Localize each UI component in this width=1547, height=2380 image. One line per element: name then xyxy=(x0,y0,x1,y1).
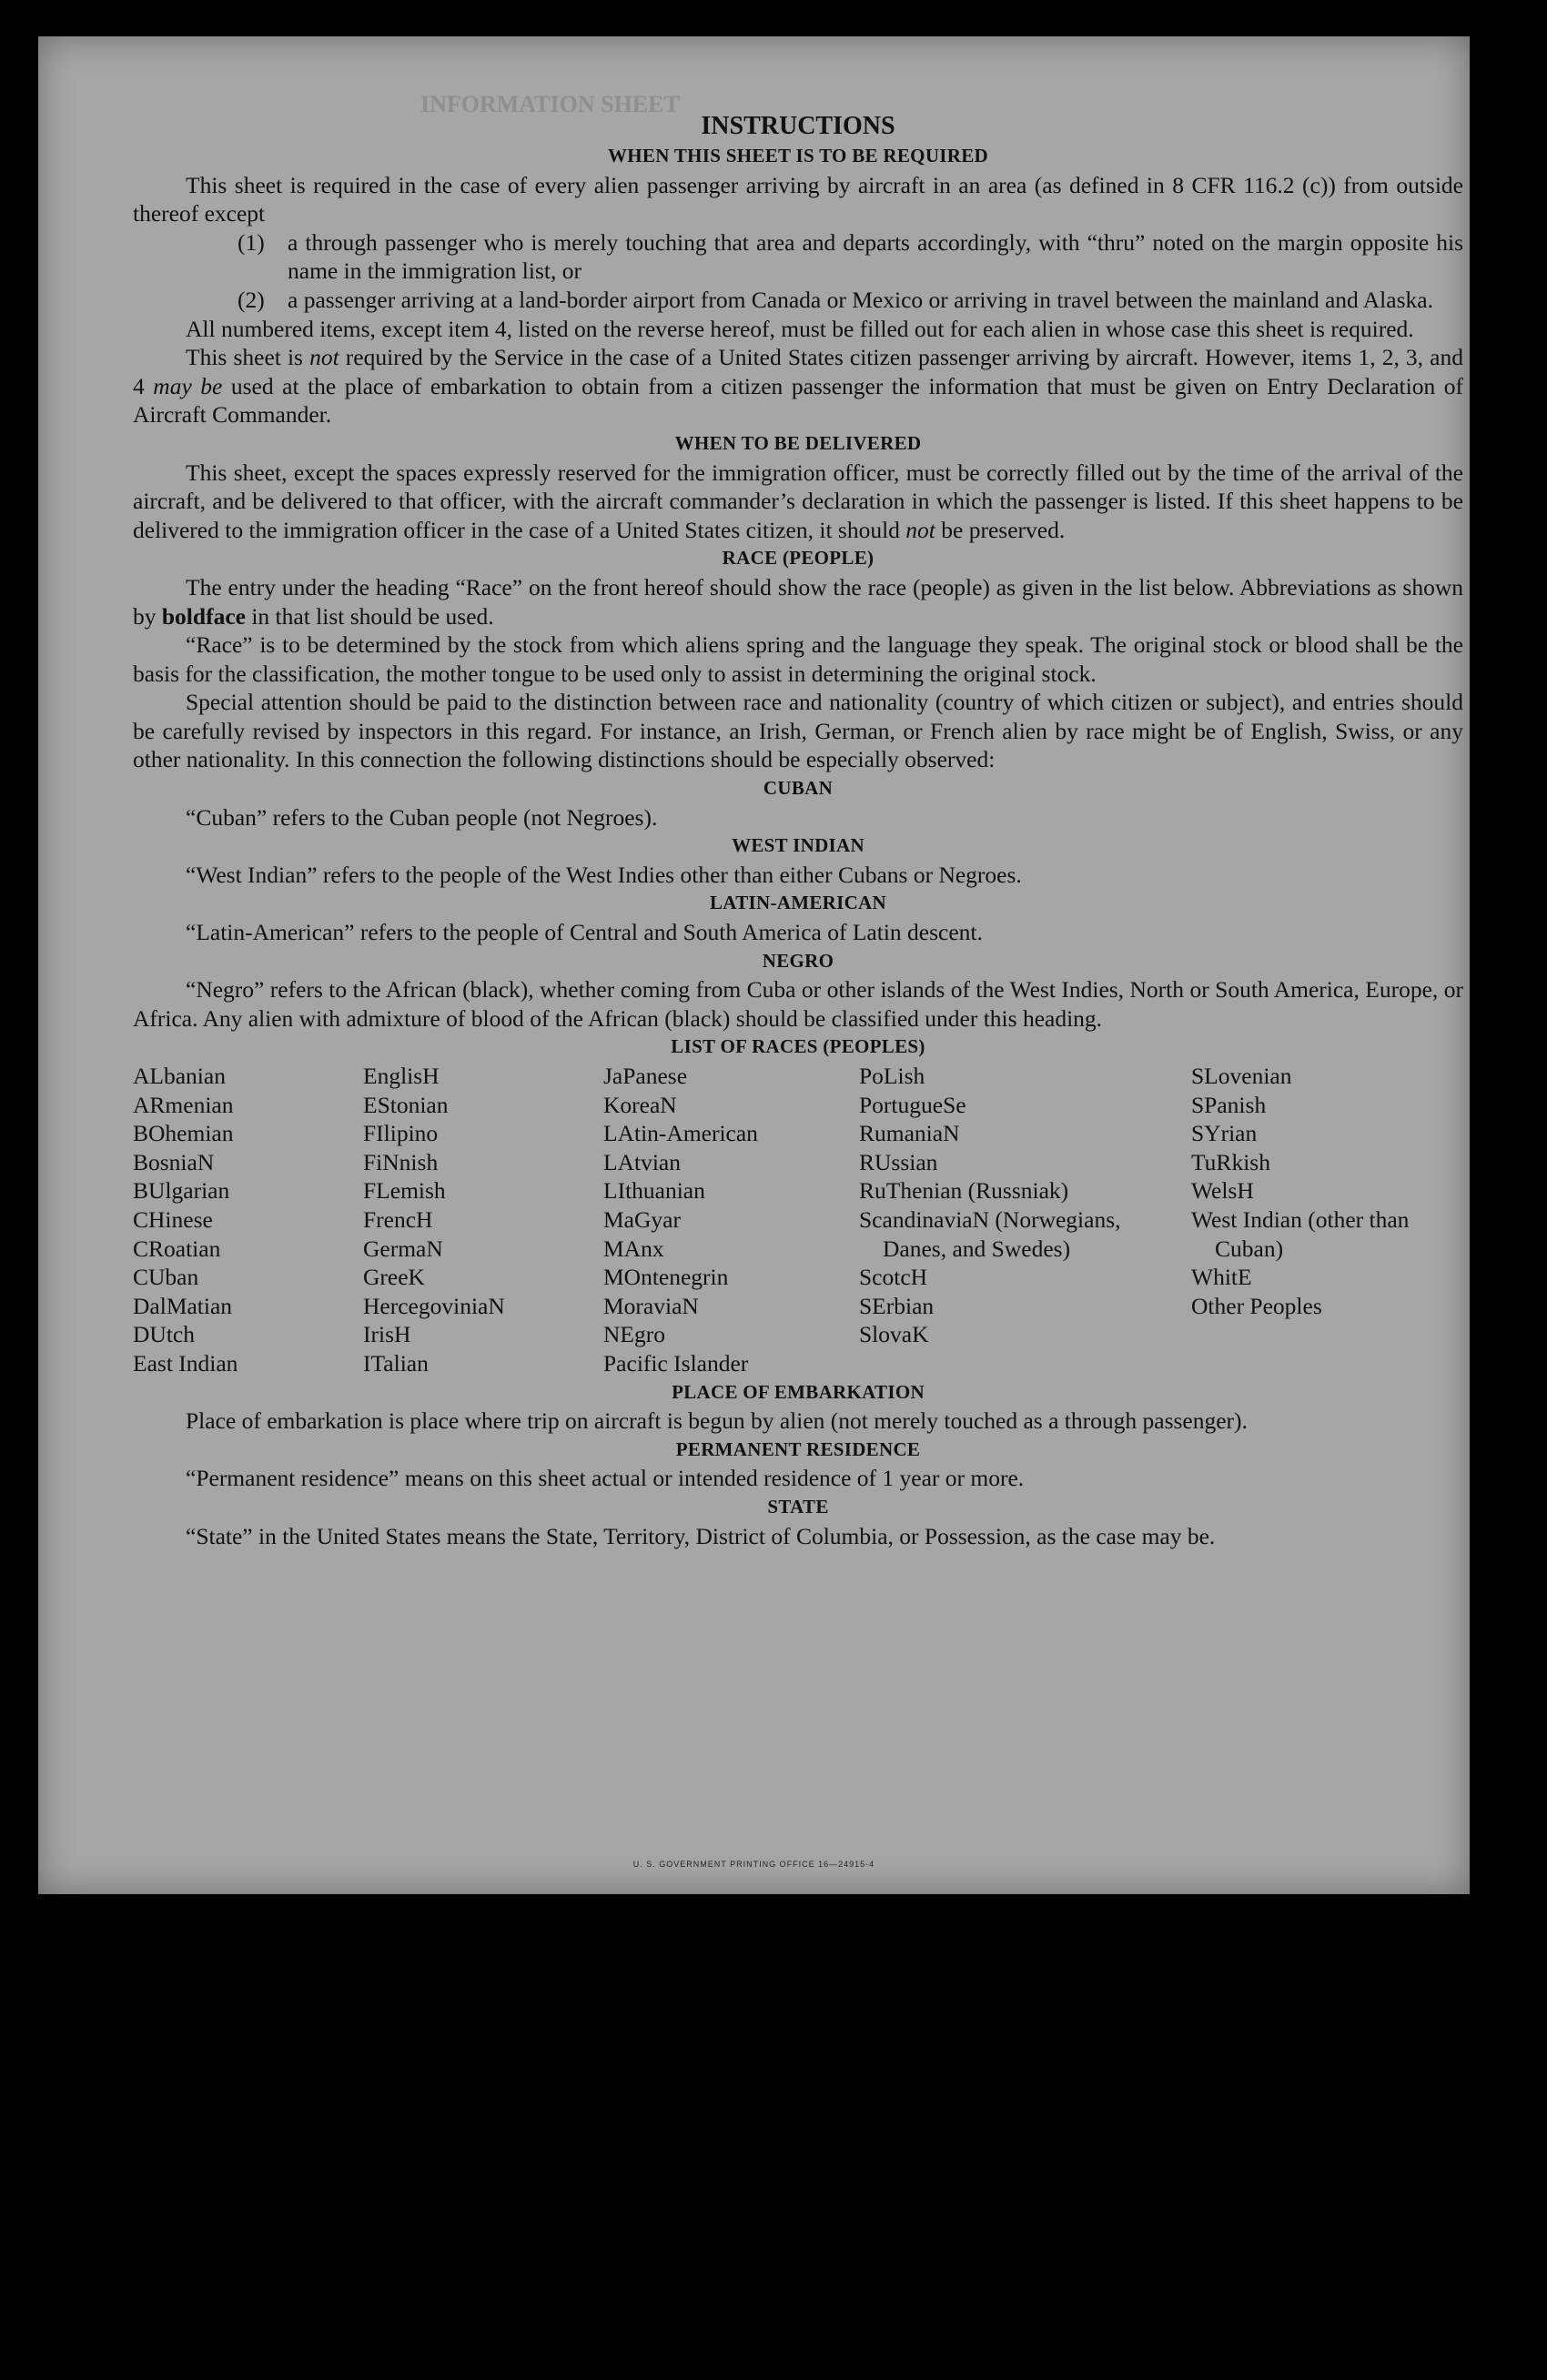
races-column-5 xyxy=(1191,1062,1463,1378)
race-item: MaGyar xyxy=(603,1205,681,1233)
races-column-3 xyxy=(603,1062,859,1378)
heading-west-indian: WEST INDIAN xyxy=(732,834,864,857)
race-paragraph-3: Special attention should be paid to the distinction between race and nationality (country of which citizen or subject), and entries should be carefully revised by inspectors in this regard. For instance, an Irish, German, or French alien by race might be of English, Swiss, or any other nationality. In this connection the following distinctions should be especially observed: xyxy=(133,689,1463,773)
races-column-1 xyxy=(133,1062,363,1378)
race-item: EStonian xyxy=(363,1091,449,1118)
race-paragraph-2: “Race” is to be determined by the stock from which aliens spring and the language they speak. The original stock or blood shall be the basis for the classification, the mother tongue to be used only to assist in determining the original stock. xyxy=(133,631,1463,687)
race-item: BosniaN xyxy=(133,1148,215,1175)
heading-permanent-residence: PERMANENT RESIDENCE xyxy=(675,1437,921,1460)
race-item: West Indian (other than Cuban) xyxy=(1191,1205,1410,1262)
races-column-4 xyxy=(859,1062,1191,1378)
heading-negro: NEGRO xyxy=(762,949,834,972)
exception-text: a passenger arriving at a land-border airport from Canada or Mexico or arriving in travel between the mainland and Alaska. xyxy=(288,286,1433,313)
race-item: DalMatian xyxy=(133,1292,233,1319)
race-item: BUlgarian xyxy=(133,1177,230,1205)
exception-item-2 xyxy=(238,286,1463,315)
races-list xyxy=(133,1062,1463,1378)
instructions-content xyxy=(133,111,1463,1550)
race-item: KoreaN xyxy=(603,1091,677,1118)
race-item: TuRkish xyxy=(1191,1148,1270,1175)
exception-number: (2) xyxy=(238,286,265,313)
race-item: LAtin-American xyxy=(603,1120,758,1147)
state-text: “State” in the United States means the State, Territory, District of Columbia, or Possession, as the case may be. xyxy=(186,1522,1216,1549)
race-item: SYrian xyxy=(1191,1120,1258,1147)
race-item: ALbanian xyxy=(133,1063,226,1089)
race-item: HercegoviniaN xyxy=(363,1292,505,1319)
document-sheet xyxy=(38,36,1470,1894)
bleed-through-text: INFORMATION SHEET xyxy=(420,91,680,117)
race-item: FIlipino xyxy=(363,1120,439,1147)
race-item: ScandinaviaN (Norwegians, Danes, and Swedes) xyxy=(859,1205,1121,1262)
race-item: WhitE xyxy=(1191,1264,1252,1291)
race-item: LAtvian xyxy=(603,1148,681,1175)
race-item: DUtch xyxy=(133,1321,195,1348)
race-item: Other Peoples xyxy=(1191,1292,1322,1319)
required-paragraph: This sheet is required in the case of every alien passenger arriving by aircraft in an area (as defined in 8 CFR 116.2 (c)) from outside thereof except xyxy=(133,171,1463,227)
heading-latin-american: LATIN-AMERICAN xyxy=(710,892,886,914)
exception-text: a through passenger who is merely touching that area and departs accordingly, with “thru” noted on the margin opposite his name in the immigration list, or xyxy=(288,228,1463,285)
race-item: RuThenian (Russniak) xyxy=(859,1177,1069,1205)
race-item: SErbian xyxy=(859,1292,935,1319)
race-item: ITalian xyxy=(363,1349,429,1377)
race-item: Pacific Islander xyxy=(603,1349,749,1377)
races-column-2 xyxy=(363,1062,603,1378)
heading-list-of-races: LIST OF RACES (PEOPLES) xyxy=(671,1035,925,1058)
race-item: ARmenian xyxy=(133,1091,234,1118)
race-item: FLemish xyxy=(363,1177,446,1205)
page-title: INSTRUCTIONS xyxy=(701,112,895,140)
race-item: LIthuanian xyxy=(603,1177,705,1205)
race-item: FrencH xyxy=(363,1205,433,1233)
race-item: MOntenegrin xyxy=(603,1264,729,1291)
race-item: GreeK xyxy=(363,1264,425,1291)
race-item: CUban xyxy=(133,1264,199,1291)
race-item: IrisH xyxy=(363,1321,411,1348)
latin-american-text: “Latin-American” refers to the people of Central and South America of Latin descent. xyxy=(186,919,983,946)
citizen-paragraph: This sheet is not required by the Service in the case of a United States citizen passenger arriving by aircraft. However, items 1, 2, 3, and 4 may be used at the place of embarkation to obtain from a citizen passenger the information that must be given on Entry Declaration of Aircraft Commander. xyxy=(133,344,1463,429)
heading-place-of-embarkation: PLACE OF EMBARKATION xyxy=(672,1380,925,1403)
race-item: NEgro xyxy=(603,1321,665,1348)
exception-item-1 xyxy=(238,228,1463,286)
residence-text: “Permanent residence” means on this sheet actual or intended residence of 1 year or more. xyxy=(186,1465,1025,1492)
race-item: SlovaK xyxy=(859,1321,929,1348)
race-item: BOhemian xyxy=(133,1120,234,1147)
race-item: MAnx xyxy=(603,1235,664,1262)
heading-when-delivered: WHEN TO BE DELIVERED xyxy=(674,431,922,454)
race-item: PoLish xyxy=(859,1063,925,1089)
west-indian-text: “West Indian” refers to the people of the West Indies other than either Cubans or Negroes. xyxy=(186,861,1022,888)
negro-text: “Negro” refers to the African (black), whether coming from Cuba or other islands of the West Indies, North or South America, Europe, or Africa. Any alien with admixture of blood of the African (black) should be classified under this heading. xyxy=(133,976,1463,1032)
race-item: GermaN xyxy=(363,1235,443,1262)
numbered-items-paragraph: All numbered items, except item 4, listed on the reverse hereof, must be filled out for each alien in whose case this sheet is required. xyxy=(186,315,1414,342)
race-item: CRoatian xyxy=(133,1235,221,1262)
race-item: EnglisH xyxy=(363,1063,440,1089)
race-item: FiNnish xyxy=(363,1148,439,1175)
printing-office-footer: U. S. GOVERNMENT PRINTING OFFICE 16—24915-4 xyxy=(632,1860,875,1869)
heading-state: STATE xyxy=(767,1495,829,1518)
race-item: JaPanese xyxy=(603,1063,688,1089)
heading-race: RACE (PEOPLE) xyxy=(722,547,875,570)
heading-when-required: WHEN THIS SHEET IS TO BE REQUIRED xyxy=(607,145,988,166)
cuban-text: “Cuban” refers to the Cuban people (not Negroes). xyxy=(186,803,658,831)
race-item: RUssian xyxy=(859,1148,938,1175)
race-item: MoraviaN xyxy=(603,1292,699,1319)
race-item: SLovenian xyxy=(1191,1063,1292,1089)
race-item: PortugueSe xyxy=(859,1091,966,1118)
race-paragraph-1: The entry under the heading “Race” on the front hereof should show the race (people) as given in the list below. Abbreviations as shown by boldface in that list should be used. xyxy=(133,573,1463,630)
race-item: East Indian xyxy=(133,1349,238,1377)
delivered-paragraph: This sheet, except the spaces expressly reserved for the immigration officer, must be correctly filled out by the time of the arrival of the aircraft, and be delivered to that officer, with the aircraft commander’s declaration in which the passenger is listed. If this sheet happens to be delivered to the immigration officer in the case of a United States citizen, it should not be preserved. xyxy=(133,459,1463,543)
race-item: CHinese xyxy=(133,1205,213,1233)
race-item: SPanish xyxy=(1191,1091,1267,1118)
race-item: RumaniaN xyxy=(859,1120,960,1147)
exception-number: (1) xyxy=(238,228,265,256)
race-item: WelsH xyxy=(1191,1177,1254,1205)
heading-cuban: CUBAN xyxy=(763,777,834,800)
race-item: ScotcH xyxy=(859,1264,928,1291)
embarkation-text: Place of embarkation is place where trip on aircraft is begun by alien (not merely touched as a through passenger). xyxy=(186,1407,1248,1435)
